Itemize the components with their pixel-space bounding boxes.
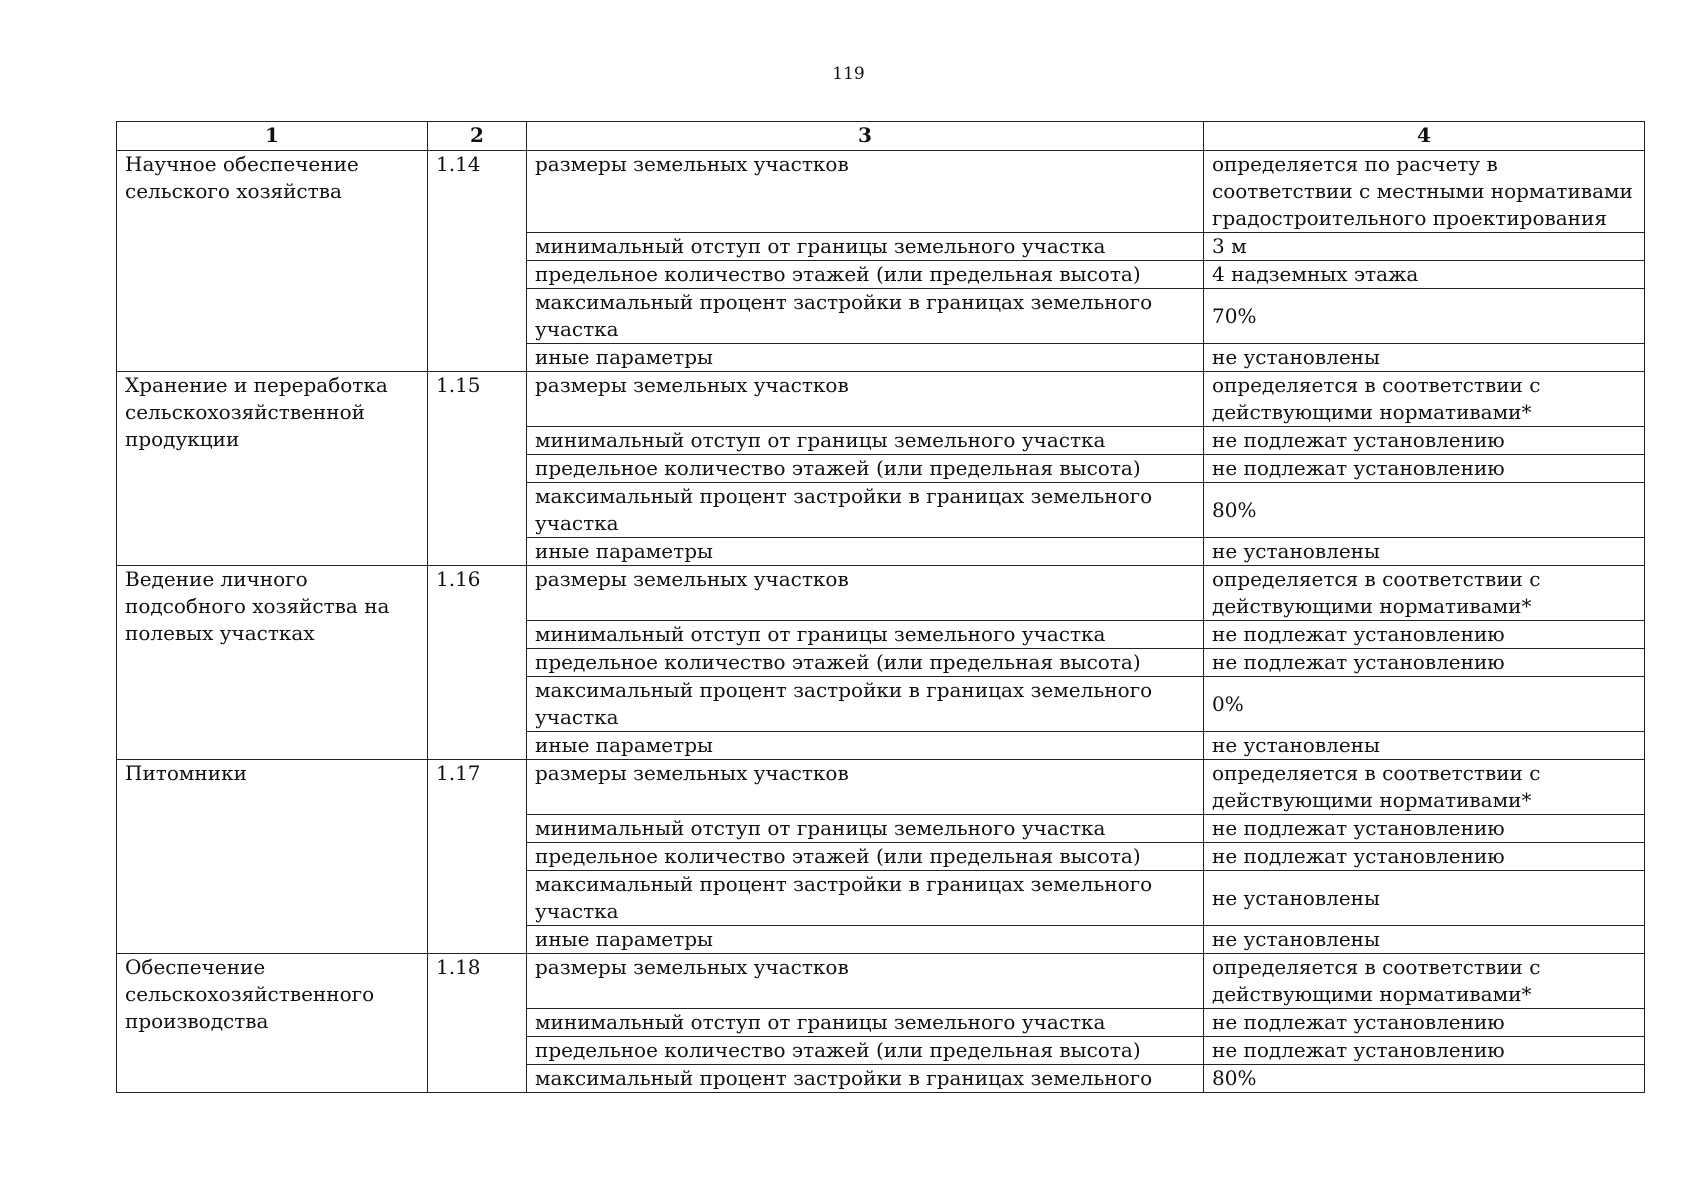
parameter-name: предельное количество этажей (или предельная высота) (527, 1037, 1204, 1065)
table-body (117, 151, 1645, 1093)
zoning-parameters-table (116, 121, 1645, 1093)
parameter-name: размеры земельных участков (527, 372, 1204, 427)
parameter-value: не подлежат установлению (1204, 455, 1645, 483)
parameter-name: минимальный отступ от границы земельного участка (527, 815, 1204, 843)
parameter-value: не подлежат установлению (1204, 649, 1645, 677)
parameter-value: 80% (1204, 483, 1645, 538)
parameter-value: не установлены (1204, 871, 1645, 926)
parameter-value: определяется в соответствии с действующими нормативами* (1204, 566, 1645, 621)
header-col-3: 3 (527, 122, 1204, 151)
land-use-code: 1.17 (428, 760, 527, 954)
parameter-name: максимальный процент застройки в границах земельного участка (527, 289, 1204, 344)
land-use-name: Питомники (117, 760, 428, 954)
parameter-value: 80% (1204, 1065, 1645, 1093)
parameter-name: предельное количество этажей (или предельная высота) (527, 843, 1204, 871)
parameter-name: предельное количество этажей (или предельная высота) (527, 649, 1204, 677)
parameter-value: определяется в соответствии с действующими нормативами* (1204, 372, 1645, 427)
parameter-name: иные параметры (527, 538, 1204, 566)
header-row (117, 122, 1645, 151)
land-use-code: 1.14 (428, 151, 527, 372)
parameter-value: не установлены (1204, 926, 1645, 954)
land-use-code: 1.16 (428, 566, 527, 760)
parameter-name: размеры земельных участков (527, 566, 1204, 621)
parameter-name: максимальный процент застройки в границах земельного (527, 1065, 1204, 1093)
parameter-value: не подлежат установлению (1204, 621, 1645, 649)
land-use-name: Научное обеспечение сельского хозяйства (117, 151, 428, 372)
parameter-name: максимальный процент застройки в границах земельного участка (527, 483, 1204, 538)
header-col-4: 4 (1204, 122, 1645, 151)
parameter-name: размеры земельных участков (527, 151, 1204, 233)
parameter-value: не подлежат установлению (1204, 843, 1645, 871)
parameter-name: размеры земельных участков (527, 954, 1204, 1009)
parameter-value: не установлены (1204, 344, 1645, 372)
parameter-name: минимальный отступ от границы земельного участка (527, 233, 1204, 261)
page-number: 119 (832, 64, 865, 84)
parameter-name: предельное количество этажей (или предельная высота) (527, 455, 1204, 483)
parameter-value: 0% (1204, 677, 1645, 732)
header-col-2: 2 (428, 122, 527, 151)
table-row (117, 954, 1645, 1009)
parameter-value: не установлены (1204, 538, 1645, 566)
table-row (117, 760, 1645, 815)
land-use-code: 1.15 (428, 372, 527, 566)
parameter-name: иные параметры (527, 344, 1204, 372)
parameter-value: не установлены (1204, 732, 1645, 760)
parameter-name: минимальный отступ от границы земельного участка (527, 1009, 1204, 1037)
parameter-value: определяется в соответствии с действующими нормативами* (1204, 954, 1645, 1009)
parameter-name: иные параметры (527, 926, 1204, 954)
parameter-name: иные параметры (527, 732, 1204, 760)
parameter-value: определяется в соответствии с действующими нормативами* (1204, 760, 1645, 815)
land-use-name: Хранение и переработка сельскохозяйственной продукции (117, 372, 428, 566)
land-use-name: Обеспечение сельскохозяйственного производства (117, 954, 428, 1093)
parameter-value: не подлежат установлению (1204, 427, 1645, 455)
header-col-1: 1 (117, 122, 428, 151)
table-row (117, 151, 1645, 233)
parameter-name: минимальный отступ от границы земельного участка (527, 621, 1204, 649)
parameter-value: 4 надземных этажа (1204, 261, 1645, 289)
parameter-value: не подлежат установлению (1204, 1009, 1645, 1037)
table-row (117, 566, 1645, 621)
land-use-name: Ведение личного подсобного хозяйства на полевых участках (117, 566, 428, 760)
parameter-name: максимальный процент застройки в границах земельного участка (527, 677, 1204, 732)
table-row (117, 372, 1645, 427)
parameter-name: максимальный процент застройки в границах земельного участка (527, 871, 1204, 926)
parameter-name: предельное количество этажей (или предельная высота) (527, 261, 1204, 289)
parameter-value: определяется по расчету в соответствии с местными нормативами градостроительного проектирования (1204, 151, 1645, 233)
parameter-value: не подлежат установлению (1204, 1037, 1645, 1065)
parameter-value: 70% (1204, 289, 1645, 344)
parameter-name: минимальный отступ от границы земельного участка (527, 427, 1204, 455)
land-use-code: 1.18 (428, 954, 527, 1093)
parameter-value: 3 м (1204, 233, 1645, 261)
parameter-value: не подлежат установлению (1204, 815, 1645, 843)
parameter-name: размеры земельных участков (527, 760, 1204, 815)
